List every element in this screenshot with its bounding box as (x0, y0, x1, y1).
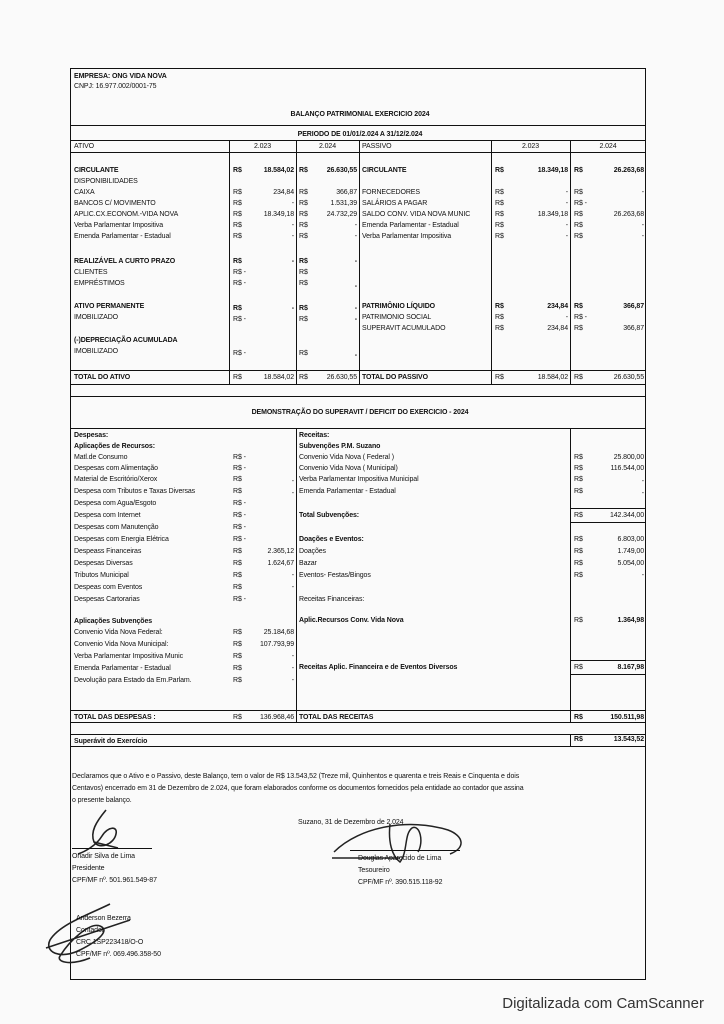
receita-item: Eventos- Festas/Bingos (299, 572, 371, 579)
divider (570, 660, 646, 661)
value: 234,84 (273, 189, 294, 196)
receita-item: Emenda Parlamentar - Estadual (299, 488, 396, 495)
divider (70, 125, 646, 126)
bancos: BANCOS C/ MOVIMENTO (74, 200, 156, 207)
scanner-watermark: Digitalizada com CamScanner (502, 995, 704, 1012)
currency: R$ (574, 476, 583, 483)
value: 25.184,68 (263, 629, 294, 636)
value: - (354, 283, 357, 290)
passivo-circulante: CIRCULANTE (362, 167, 407, 174)
currency: R$ - (233, 280, 246, 287)
value: - (354, 258, 357, 265)
superavit-exercicio: Superávit do Exercício (74, 738, 148, 745)
receita-item: Verba Parlamentar Impositiva Municipal (299, 476, 419, 483)
currency: R$ (574, 714, 583, 721)
currency: R$ (233, 584, 242, 591)
value: - (291, 584, 294, 591)
document-title: BALANÇO PATRIMONIAL EXERCICIO 2024 (290, 111, 430, 118)
value: 26.263,68 (613, 167, 644, 174)
subv-item: Verba Parlamentar Impositiva Munic (74, 653, 184, 660)
currency: R$ (574, 536, 583, 543)
currency: R$ (233, 476, 242, 483)
despesa-item: Despesas com Manutenção (74, 524, 159, 531)
value: 150.511,98 (610, 714, 644, 721)
aplic-conv: Aplic.Recursos Conv. Vida Nova (299, 617, 404, 624)
currency: R$ (495, 200, 504, 207)
col-line (296, 428, 297, 722)
divider (70, 746, 646, 747)
despesa-item: Matl.de Consumo (74, 454, 128, 461)
accountant-cpf: CPF/MF nº. 069.496.358-50 (76, 951, 161, 958)
value: 142.344,00 (609, 512, 644, 519)
value: 18.584,02 (263, 167, 294, 174)
currency: R$ (574, 454, 583, 461)
value: - (291, 653, 294, 660)
despesa-item: Tributos Municipal (74, 572, 129, 579)
value: 26.630,55 (326, 374, 357, 381)
realizavel: REALIZÁVEL A CURTO PRAZO (74, 258, 176, 265)
patrimonio-liquido: PATRIMÔNIO LÍQUIDO (362, 303, 435, 310)
col-line (491, 140, 492, 384)
currency: R$ (299, 200, 308, 207)
clientes: CLIENTES (74, 269, 108, 276)
place-date: Suzano, 31 de Dezembro de 2.024 (298, 819, 404, 826)
divider (570, 522, 646, 523)
value: - (354, 305, 357, 312)
year-header: 2.024 (599, 143, 617, 150)
value: 1.531,39 (330, 200, 357, 207)
value: 107.793,99 (259, 641, 294, 648)
currency: R$ (574, 736, 583, 743)
receita-item: Bazar (299, 560, 317, 567)
president-cpf: CPF/MF nº. 501.961.549-87 (72, 877, 157, 884)
value: 116.544,00 (610, 465, 644, 472)
value: - (641, 189, 644, 196)
accountant-crc: CRC 1SP223418/O-O (76, 939, 144, 946)
divider (70, 722, 646, 723)
despesa-item: Despesas com Energia Elétrica (74, 536, 169, 543)
value: - (354, 222, 357, 229)
currency: R$ (299, 258, 308, 265)
divider (70, 396, 646, 397)
currency: R$ (574, 167, 583, 174)
currency: R$ (299, 167, 308, 174)
despesa-item: Despesas Diversas (74, 560, 133, 567)
year-header: 2.023 (521, 143, 540, 150)
currency: R$ (299, 374, 308, 381)
receitas-fin-heading: Receitas Financeiras: (299, 596, 365, 603)
signature-accountant (40, 900, 140, 970)
total-ativo: TOTAL DO ATIVO (74, 374, 131, 381)
currency: R$ (299, 305, 308, 312)
signature-line (350, 850, 460, 851)
currency: R$ (574, 488, 583, 495)
currency: R$ (233, 653, 242, 660)
currency: R$ (299, 269, 308, 276)
currency: R$ (299, 316, 308, 323)
value: - (565, 233, 568, 240)
currency: R$ (233, 548, 242, 555)
company-cnpj: CNPJ: 16.977.002/0001-75 (74, 83, 157, 90)
divider (70, 152, 646, 153)
divider (70, 710, 646, 711)
accountant-name: Anderson Bezerra (76, 915, 131, 922)
value: 5.054,00 (617, 560, 644, 567)
imobilizado: IMOBILIZADO (74, 314, 119, 321)
value: 366,87 (623, 303, 644, 310)
currency: R$ (233, 641, 242, 648)
declaration-line: Centavos) encerrado em 31 de Dezembro de 2.024, que foram elaborados conforme os documentos fornecidos pela entidade ao contador que assina (72, 785, 524, 792)
currency: R$ (233, 167, 242, 174)
verba: Verba Parlamentar Impositiva (362, 233, 452, 240)
divider (570, 508, 646, 509)
value: 6.803,00 (617, 536, 644, 543)
divider (70, 734, 646, 735)
subv-pm-heading: Subvenções P.M. Suzano (299, 443, 381, 450)
currency: R$ (233, 714, 242, 721)
president-role: Presidente (72, 865, 105, 872)
despesa-item: Despeass Financeiras (74, 548, 142, 555)
value: - (291, 222, 294, 229)
despesas-heading: Despesas: (74, 432, 109, 439)
divider (70, 384, 646, 385)
value: 366,87 (336, 189, 357, 196)
passivo-header: PASSIVO (362, 143, 392, 150)
currency: R$ (495, 325, 504, 332)
currency: R$ - (574, 200, 587, 207)
doacoes-eventos-heading: Doações e Eventos: (299, 536, 364, 543)
value: 18.349,18 (537, 211, 568, 218)
year-header: 2.023 (253, 143, 272, 150)
value: 234,84 (547, 303, 568, 310)
col-line (296, 140, 297, 384)
currency: R$ - (233, 454, 246, 461)
currency: R$ (574, 303, 583, 310)
currency: R$ (233, 305, 242, 312)
subv-item: Devolução para Estado da Em.Parlam. (74, 677, 192, 684)
value: - (354, 316, 357, 323)
value: 18.584,02 (537, 374, 568, 381)
currency: R$ (574, 512, 583, 519)
currency: R$ (574, 548, 583, 555)
ativo-circulante: CIRCULANTE (74, 167, 119, 174)
value: 24.732,29 (326, 211, 357, 218)
receitas-heading: Receitas: (299, 432, 330, 439)
president-name: Onadir Silva de Lima (72, 853, 135, 860)
despesa-item: Despesas com Alimentação (74, 465, 158, 472)
subv-item: Emenda Parlamentar - Estadual (74, 665, 171, 672)
value: - (641, 478, 644, 485)
divider (70, 140, 646, 141)
currency: R$ (574, 560, 583, 567)
value: 18.584,02 (263, 374, 294, 381)
currency: R$ (574, 222, 583, 229)
col-line (570, 140, 571, 384)
dre-title: DEMONSTRAÇÃO DO SUPERAVIT / DEFICIT DO EXERCICIO - 2024 (251, 409, 469, 416)
value: - (641, 222, 644, 229)
despesa-item: Despesa com Agua/Esgoto (74, 500, 157, 507)
aplic-subv-heading: Aplicações Subvenções (74, 618, 153, 625)
divider (70, 428, 646, 429)
currency: R$ (233, 374, 242, 381)
currency: R$ (299, 222, 308, 229)
currency: R$ (495, 303, 504, 310)
currency: R$ (495, 374, 504, 381)
currency: R$ - (574, 314, 587, 321)
despesa-item: Despesa com Internet (74, 512, 141, 519)
despesa-item: Material de Escritório/Xerox (74, 476, 158, 483)
period: PERIODO DE 01/01/2.024 A 31/12/2.024 (297, 131, 423, 138)
currency: R$ (495, 211, 504, 218)
receita-item: Doações (299, 548, 326, 555)
value: 1.624,67 (267, 560, 294, 567)
value: 18.349,18 (263, 211, 294, 218)
superavit-acumulado: SUPERAVIT ACUMULADO (362, 325, 446, 332)
currency: R$ (233, 572, 242, 579)
currency: R$ (299, 189, 308, 196)
currency: R$ (233, 677, 242, 684)
signature-treasurer (330, 812, 470, 878)
currency: R$ (233, 200, 242, 207)
aplic: APLIC.CX.ECONOM.-VIDA NOVA (74, 211, 179, 218)
col-line (570, 734, 571, 746)
value: - (291, 490, 294, 497)
value: 136.968,46 (259, 714, 294, 721)
salarios: SALÁRIOS A PAGAR (362, 200, 428, 207)
imobilizado: IMOBILIZADO (74, 348, 119, 355)
value: - (565, 189, 568, 196)
accountant-role: Contador (76, 927, 104, 934)
receitas-aplic: Receitas Aplic. Financeira e de Eventos Diversos (299, 664, 458, 671)
currency: R$ (495, 167, 504, 174)
value: 1.749,00 (617, 548, 644, 555)
despesa-item: Despesa com Tributos e Taxas Diversas (74, 488, 196, 495)
currency: R$ (574, 233, 583, 240)
currency: R$ (299, 280, 308, 287)
currency: R$ - (233, 596, 246, 603)
currency: R$ (574, 211, 583, 218)
treasurer-name: Douglas Aparecido de Lima (358, 855, 442, 862)
value: 366,87 (623, 325, 644, 332)
currency: R$ (574, 572, 583, 579)
value: - (291, 572, 294, 579)
currency: R$ (233, 560, 242, 567)
value: - (565, 200, 568, 207)
value: - (565, 314, 568, 321)
currency: R$ - (233, 524, 246, 531)
currency: R$ (574, 325, 583, 332)
currency: R$ (233, 189, 242, 196)
emenda: Emenda Parlamentar - Estadual (362, 222, 459, 229)
despesa-item: Despeas com Eventos (74, 584, 143, 591)
currency: R$ - (233, 269, 246, 276)
value: - (291, 258, 294, 265)
currency: R$ (299, 350, 308, 357)
currency: R$ (574, 664, 583, 671)
emenda: Emenda Parlamentar - Estadual (74, 233, 171, 240)
currency: R$ (299, 211, 308, 218)
signature-line (72, 848, 152, 849)
currency: R$ - (233, 500, 246, 507)
patrimonio-social: PATRIMONIO SOCIAL (362, 314, 432, 321)
subv-item: Convenio Vida Nova Federal: (74, 629, 163, 636)
currency: R$ - (233, 350, 246, 357)
currency: R$ (233, 665, 242, 672)
value: - (291, 478, 294, 485)
value: - (354, 352, 357, 359)
value: - (291, 665, 294, 672)
currency: R$ (233, 629, 242, 636)
currency: R$ (495, 233, 504, 240)
value: 26.630,55 (326, 167, 357, 174)
fornecedores: FORNECEDORES (362, 189, 420, 196)
value: 1.364,98 (617, 617, 644, 624)
col-line (229, 140, 230, 384)
value: - (354, 233, 357, 240)
currency: R$ (495, 222, 504, 229)
saldo-conv: SALDO CONV. VIDA NOVA MUNIC (362, 211, 471, 218)
value: 234,84 (547, 325, 568, 332)
value: - (291, 233, 294, 240)
receita-item: Convenio Vida Nova ( Federal ) (299, 454, 394, 461)
currency: R$ - (233, 316, 246, 323)
value: 2.365,12 (267, 548, 294, 555)
depreciacao: (-)DEPRECIAÇÃO ACUMULADA (74, 337, 178, 344)
disponibilidades: DISPONIBILIDADES (74, 178, 138, 185)
currency: R$ (574, 465, 583, 472)
currency: R$ (574, 617, 583, 624)
value: - (565, 222, 568, 229)
value: - (291, 677, 294, 684)
col-line (359, 140, 360, 384)
declaration-line: o presente balanço. (72, 797, 132, 804)
signature-president (76, 808, 136, 858)
caixa: CAIXA (74, 189, 95, 196)
year-header: 2.024 (318, 143, 337, 150)
value: - (641, 572, 644, 579)
total-subv: Total Subvenções: (299, 512, 360, 519)
currency: R$ (233, 258, 242, 265)
verba: Verba Parlamentar Impositiva (74, 222, 164, 229)
aplic-recursos-heading: Aplicações de Recursos: (74, 443, 155, 450)
company-name: EMPRESA: ONG VIDA NOVA (74, 73, 167, 80)
currency: R$ - (233, 465, 246, 472)
treasurer-cpf: CPF/MF nº. 390.515.118-92 (358, 879, 443, 886)
currency: R$ - (233, 512, 246, 519)
value: 13.543,52 (613, 736, 644, 743)
treasurer-role: Tesoureiro (358, 867, 390, 874)
ativo-permanente: ATIVO PERMANENTE (74, 303, 145, 310)
currency: R$ (233, 488, 242, 495)
total-despesas: TOTAL DAS DESPESAS : (74, 714, 156, 721)
currency: R$ (574, 189, 583, 196)
subv-item: Convenio Vida Nova Municipal: (74, 641, 169, 648)
ativo-header: ATIVO (74, 143, 94, 150)
divider (70, 370, 646, 371)
currency: R$ - (233, 536, 246, 543)
total-receitas: TOTAL DAS RECEITAS (299, 714, 374, 721)
receita-item: Convenio Vida Nova ( Municipal) (299, 465, 398, 472)
value: 25.800,00 (613, 454, 644, 461)
value: 26.630,55 (613, 374, 644, 381)
currency: R$ (495, 189, 504, 196)
currency: R$ (233, 211, 242, 218)
emprestimos: EMPRÉSTIMOS (74, 280, 125, 287)
value: - (641, 233, 644, 240)
despesa-item: Despesas Cartorarias (74, 596, 140, 603)
currency: R$ (495, 314, 504, 321)
value: - (291, 200, 294, 207)
declaration-line: Declaramos que o Ativo e o Passivo, deste Balanço, tem o valor de R$ 13.543,52 (Treze mil, Quinhentos e quarenta e treis Reais e Cinquenta e dois (72, 773, 520, 780)
currency: R$ (574, 374, 583, 381)
currency: R$ (233, 233, 242, 240)
value: 26.263,68 (613, 211, 644, 218)
currency: R$ (233, 222, 242, 229)
value: - (291, 305, 294, 312)
divider (570, 674, 646, 675)
col-line (570, 428, 571, 722)
value: 18.349,18 (537, 167, 568, 174)
currency: R$ (299, 233, 308, 240)
total-passivo: TOTAL DO PASSIVO (362, 374, 428, 381)
value: 8.167,98 (617, 664, 644, 671)
value: - (641, 490, 644, 497)
